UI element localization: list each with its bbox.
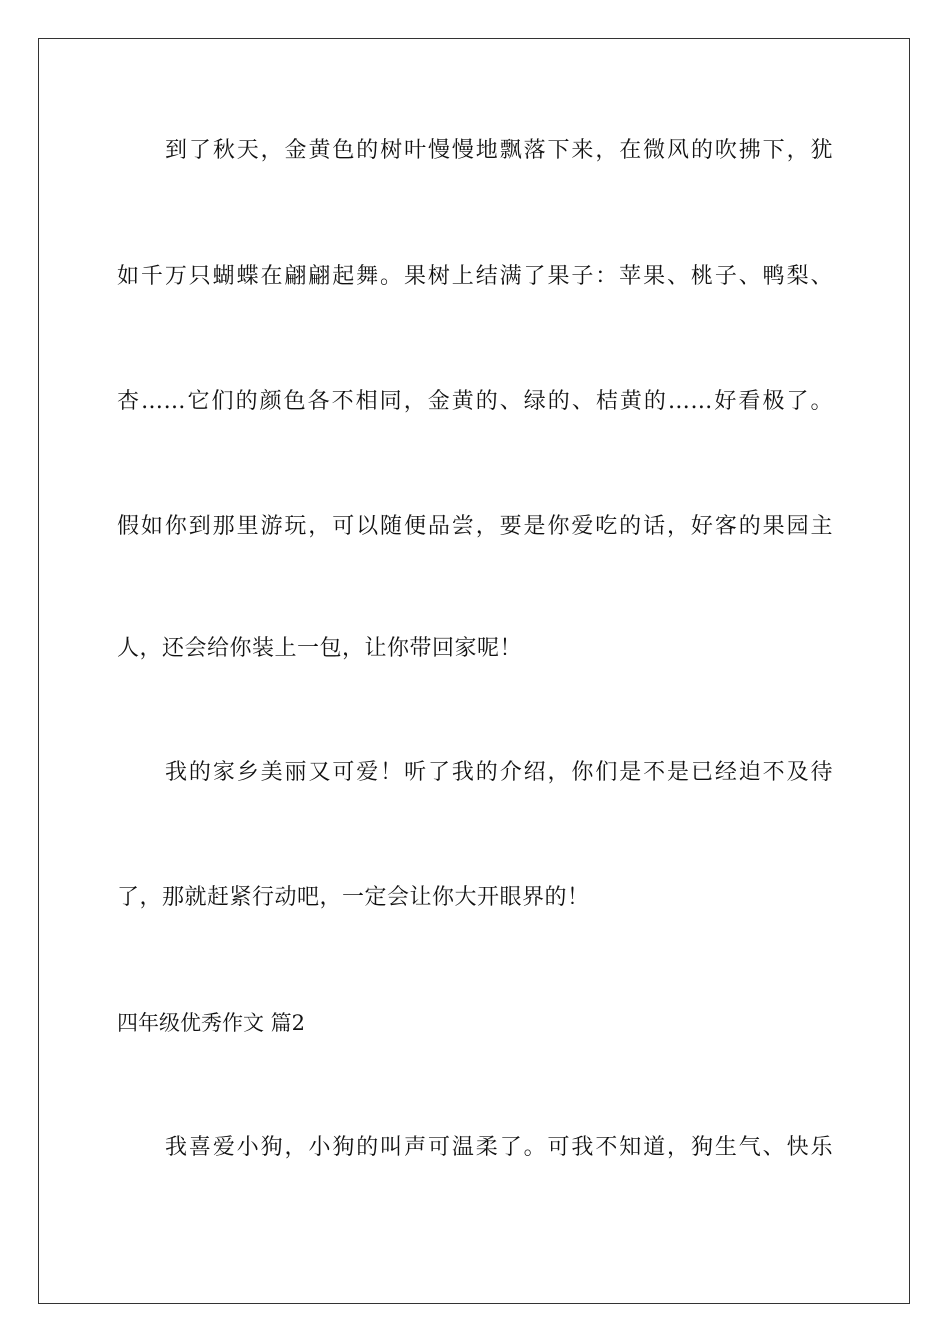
paragraph-line: 我的家乡美丽又可爱！听了我的介绍，你们是不是已经迫不及待 — [165, 760, 833, 785]
page-frame — [38, 38, 910, 1304]
paragraph-line: 我喜爱小狗，小狗的叫声可温柔了。可我不知道，狗生气、快乐 — [165, 1135, 833, 1160]
paragraph-line: 假如你到那里游玩，可以随便品尝，要是你爱吃的话，好客的果园主 — [117, 514, 833, 539]
paragraph-line: 到了秋天，金黄色的树叶慢慢地飘落下来，在微风的吹拂下，犹 — [165, 138, 833, 163]
paragraph-line: 杏……它们的颜色各不相同，金黄的、绿的、桔黄的……好看极了。 — [117, 389, 833, 414]
paragraph-line: 如千万只蝴蝶在翩翩起舞。果树上结满了果子：苹果、桃子、鸭梨、 — [117, 264, 833, 289]
paragraph-line: 了，那就赶紧行动吧，一定会让你大开眼界的！ — [117, 885, 590, 910]
paragraph-line: 人，还会给你装上一包，让你带回家呢！ — [117, 636, 523, 661]
section-heading: 四年级优秀作文 篇2 — [117, 1011, 306, 1035]
